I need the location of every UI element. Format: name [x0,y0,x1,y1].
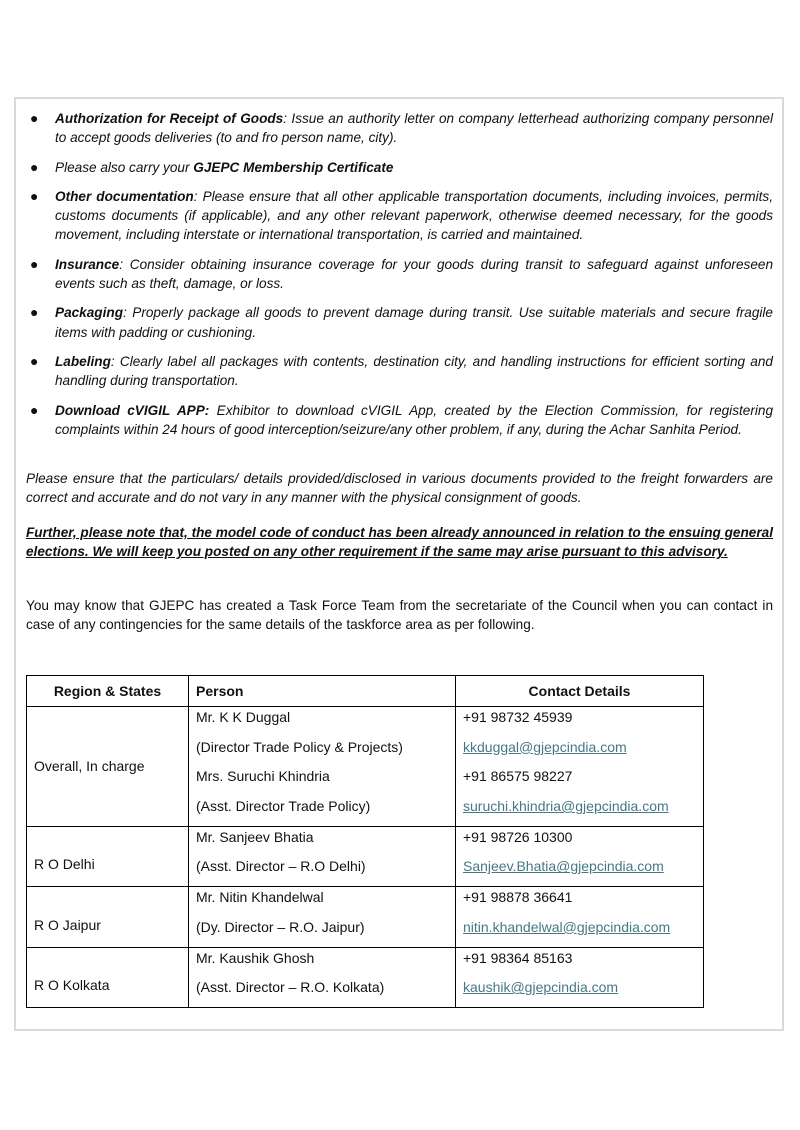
task-force-table [26,675,704,1008]
item-heading: Authorization for Receipt of Goods [55,111,284,126]
bullet-icon: ● [30,304,39,321]
item-heading: GJEPC Membership Certificate [193,159,394,175]
column-header-contact: Contact Details [456,676,704,707]
email-link[interactable]: nitin.khandelwal@gjepcindia.com [463,918,671,935]
item-text: Exhibitor to download cVIGIL App, created by the Election Commission, for registering complaints within 24 hours of good interception/seizure/any other problem, if any, during the Achar Sanhita Period. [55,402,774,437]
requirements-list [30,109,773,449]
person-title: (Asst. Director – R.O Delhi) [196,858,366,875]
email-link[interactable]: kaushik@gjepcindia.com [463,979,619,996]
phone-number: +91 98364 85163 [463,949,573,966]
phone-number: +91 98732 45939 [463,709,573,725]
person-cell [189,826,456,886]
email-link[interactable]: Sanjeev.Bhatia@gjepcindia.com [463,858,664,875]
phone-number: +91 98726 10300 [463,828,573,845]
item-text: Please also carry your [55,159,194,175]
person-name: Mrs. Suruchi Khindria [196,768,330,785]
person-cell [189,707,456,827]
table-row [27,947,704,1007]
column-header-person: Person [189,676,456,707]
item-heading: Download cVIGIL APP: [55,402,210,418]
person-title: (Asst. Director – R.O. Kolkata) [196,979,385,996]
region-cell: Overall, In charge [27,707,189,827]
bullet-icon: ● [30,110,39,126]
list-item [30,109,773,148]
person-name: Mr. K K Duggal [196,709,291,725]
item-text: : Please ensure that all other applicable transportation documents, including invoices, permits, customs documents (if applicable), and any other relevant paperwork, otherwise deemed necessary, for the goods movement, including interstate or international transportation, is carried and maintained. [55,188,773,243]
contact-cell [456,826,704,886]
item-text: : Clearly label all packages with contents, destination city, and handling instructions for efficient sorting and handling during transportation. [55,353,773,389]
person-cell [189,887,456,947]
item-heading: Insurance [55,256,120,272]
phone-number: +91 98878 36641 [463,889,573,906]
item-text: : Consider obtaining insurance coverage for your goods during transit to safeguard against unforeseen events such as theft, damage, or loss. [55,256,773,292]
list-item [30,401,773,440]
person-name: Mr. Nitin Khandelwal [196,889,324,906]
table-row [27,826,704,886]
item-text: : Properly package all goods to prevent damage during transit. Use suitable materials and secure fragile items with padding or cushioning. [55,305,773,340]
person-title: (Director Trade Policy & Projects) [196,738,403,755]
contact-cell [456,707,704,827]
list-item [30,187,773,245]
bullet-icon: ● [30,352,39,369]
particulars-paragraph: Please ensure that the particulars/ details provided/disclosed in various documents provided to the freight forwarders are correct and accurate and do not vary in any manner with the physical consignment of goods. [26,471,773,506]
bullet-icon: ● [30,158,39,175]
table-row [27,887,704,947]
region-cell: R O Jaipur [27,887,189,947]
person-name: Mr. Kaushik Ghosh [196,949,315,966]
list-item [30,303,773,342]
list-item [30,255,773,294]
table-header-row [27,676,704,707]
list-item [30,158,773,177]
person-name: Mr. Sanjeev Bhatia [196,828,314,845]
list-item [30,352,773,391]
person-title: (Asst. Director Trade Policy) [196,798,371,815]
bullet-icon: ● [30,187,39,204]
bullet-icon: ● [30,401,39,418]
email-link[interactable]: kkduggal@gjepcindia.com [463,738,627,755]
item-heading: Other documentation [55,188,194,204]
contact-cell [456,947,704,1007]
person-cell [189,947,456,1007]
region-cell: R O Kolkata [27,947,189,1007]
task-force-paragraph: You may know that GJEPC has created a Task Force Team from the secretariate of the Council when you can contact in case of any contingencies for the same details of the taskforce area as per following. [26,598,773,633]
person-title: (Dy. Director – R.O. Jaipur) [196,918,365,935]
item-text: : Issue an authority letter on company letterhead authorizing company personnel to accept goods deliveries (to and fro person name, city). [55,111,773,146]
item-heading: Labeling [55,353,111,369]
column-header-region: Region & States [27,676,189,707]
model-code-notice: Further, please note that, the model code of conduct has been already announced in relation to the ensuing general elections. We will keep you posted on any other requirement if the same may arise pursuant to this advisory. [26,525,773,560]
contact-cell [456,887,704,947]
item-heading: Packaging [55,305,123,321]
email-link[interactable]: suruchi.khindria@gjepcindia.com [463,798,669,815]
bullet-icon: ● [30,255,39,272]
phone-number: +91 86575 98227 [463,768,573,785]
table-row [27,707,704,827]
region-cell: R O Delhi [27,826,189,886]
